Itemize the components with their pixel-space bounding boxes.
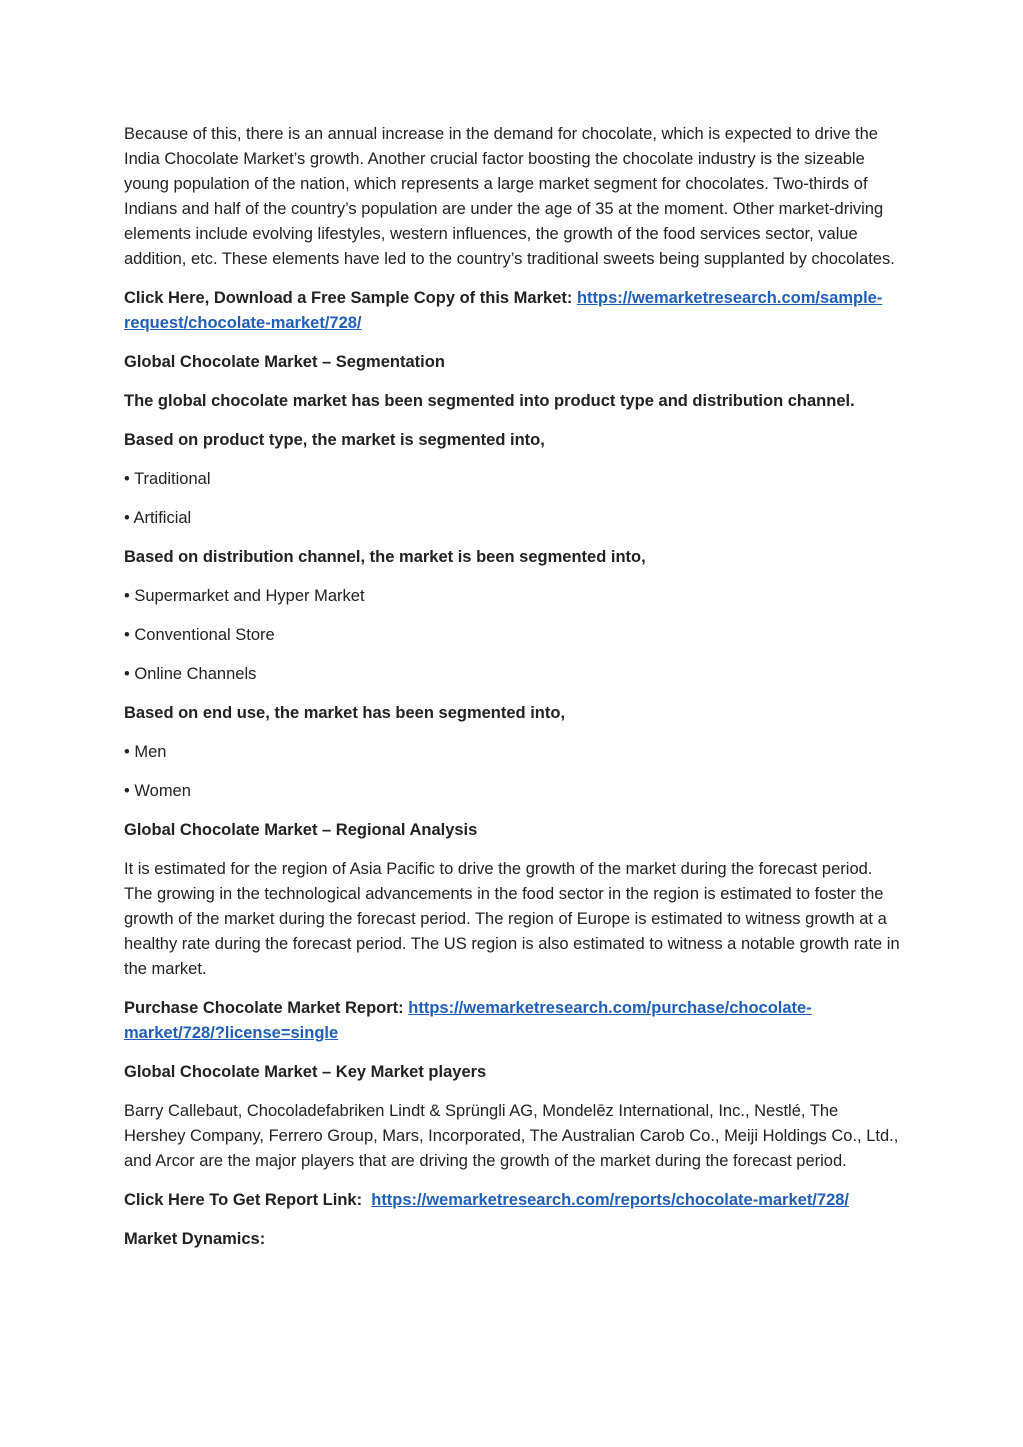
list-item-end-use: • Women — [124, 782, 191, 800]
purchase-line — [124, 996, 904, 1046]
players-heading: Global Chocolate Market – Key Market players — [124, 1063, 487, 1081]
sample-copy-link[interactable]: https://wemarketresearch.com/sample-request/chocolate-market/728/ — [124, 289, 883, 332]
regional-paragraph: It is estimated for the region of Asia Pacific to drive the growth of the market during the forecast period. The growing in the technological advancements in the food sector in the region is estimated to foster the growth of the market during the forecast period. The region of Europe is estimated to witness growth at a healthy rate during the forecast period. The US region is also estimated to witness a notable growth rate in the market. — [124, 860, 900, 978]
players-paragraph: Barry Callebaut, Chocoladefabriken Lindt & Sprüngli AG, Mondelēz International, Inc., Nestlé, The Hershey Company, Ferrero Group, Mars, Incorporated, The Australian Carob Co., Meiji Holdings Co., Ltd., and Arcor are the major players that are driving the growth of the market during the forecast period. — [124, 1102, 899, 1170]
intro-paragraph: Because of this, there is an annual increase in the demand for chocolate, which is expected to drive the India Chocolate Market’s growth. Another crucial factor boosting the chocolate industry is the sizeable young population of the nation, which represents a large market segment for chocolates. Two-thirds of Indians and half of the country’s population are under the age of 35 at the moment. Other market-driving elements include evolving lifestyles, western influences, the growth of the food services sector, value addition, etc. These elements have led to the country’s traditional sweets being supplanted by chocolates. — [124, 125, 895, 268]
list-item-product-type: • Artificial — [124, 509, 192, 527]
regional-heading: Global Chocolate Market – Regional Analysis — [124, 821, 478, 839]
end-use-heading: Based on end use, the market has been segmented into, — [124, 704, 566, 722]
sample-copy-line — [124, 286, 904, 336]
distribution-heading: Based on distribution channel, the market is been segmented into, — [124, 548, 646, 566]
list-item-product-type: • Traditional — [124, 470, 211, 488]
list-item-distribution: • Conventional Store — [124, 626, 275, 644]
report-link-label: Click Here To Get Report Link: — [124, 1191, 372, 1209]
purchase-label: Purchase Chocolate Market Report: — [124, 999, 409, 1017]
report-link-line — [124, 1188, 904, 1213]
segmentation-summary: The global chocolate market has been segmented into product type and distribution channel. — [124, 392, 855, 410]
sample-copy-label: Click Here, Download a Free Sample Copy of this Market: — [124, 289, 577, 307]
report-link[interactable]: https://wemarketresearch.com/reports/chocolate-market/728/ — [371, 1191, 850, 1209]
market-dynamics-heading: Market Dynamics: — [124, 1230, 266, 1248]
document-body — [124, 122, 904, 1266]
product-type-heading: Based on product type, the market is segmented into, — [124, 431, 545, 449]
list-item-end-use: • Men — [124, 743, 167, 761]
list-item-distribution: • Supermarket and Hyper Market — [124, 587, 365, 605]
list-item-distribution: • Online Channels — [124, 665, 257, 683]
purchase-link[interactable]: https://wemarketresearch.com/purchase/chocolate-market/728/?license=single — [124, 999, 812, 1042]
segmentation-heading: Global Chocolate Market – Segmentation — [124, 353, 445, 371]
